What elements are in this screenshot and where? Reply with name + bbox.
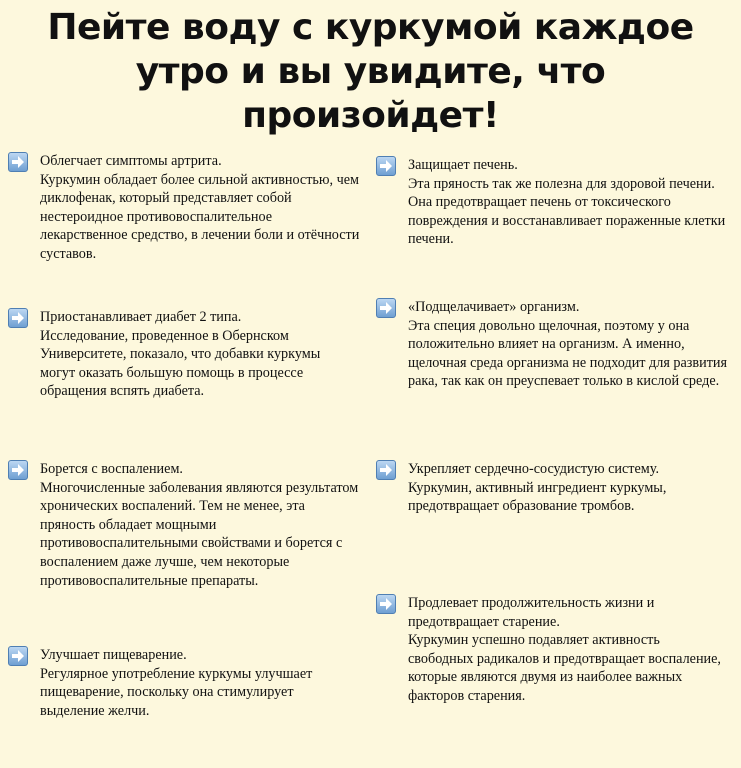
arrow-right-icon — [376, 298, 396, 318]
benefit-heading: «Подщелачивает» организм. — [408, 299, 580, 315]
benefit-heading: Приостанавливает диабет 2 типа. — [40, 309, 242, 325]
arrow-right-icon — [8, 646, 28, 666]
benefit-body: Многочисленные заболевания являются результатом хронических воспалений. Тем не менее, эта пряность обладает мощными противовоспалительными свойствами и борется с воспалением даже лучше, чем некоторые противовоспалительные препараты. — [40, 479, 359, 589]
arrow-right-icon — [376, 460, 396, 480]
arrow-right-icon — [8, 308, 28, 328]
benefit-heading: Укрепляет сердечно-сосудистую систему. — [408, 461, 660, 477]
benefit-heading: Защищает печень. — [408, 157, 518, 173]
benefit-heading: Облегчает симптомы артрита. — [40, 153, 222, 169]
benefit-body: Куркумин обладает более сильной активностью, чем диклофенак, который представляет собой нестероидное противовоспалительное лекарственное средство, в лечении боли и отёчности суставов. — [40, 171, 360, 262]
benefit-heading: Борется с воспалением. — [40, 461, 183, 477]
benefit-body: Регулярное употребление куркумы улучшает пищеварение, поскольку она стимулирует выделение желчи. — [40, 665, 313, 719]
benefit-heading: Продлевает продолжительность жизни и предотвращает старение. — [408, 595, 655, 630]
arrow-right-icon — [8, 152, 28, 172]
benefit-body: Куркумин успешно подавляет активность свободных радикалов и предотвращает воспаление, которые являются двумя из наиболее важных факторов старения. — [408, 632, 721, 704]
benefit-body: Эта пряность так же полезна для здоровой печени. Она предотвращает печень от токсического повреждения и восстанавливает пораженные клетки печени. — [408, 175, 726, 248]
arrow-right-icon — [376, 594, 396, 614]
benefit-body: Эта специя довольно щелочная, поэтому у она положительно влияет на организм. А именно, щелочная среда организма не подходит для развития рака, так как он преуспевает только в кислой среде. — [408, 317, 728, 390]
benefit-heading: Улучшает пищеварение. — [40, 647, 187, 663]
arrow-right-icon — [8, 460, 28, 480]
benefit-body: Исследование, проведенное в Обернском Университете, показало, что добавки куркумы могут оказать большую помощь в процессе обращения вспять диабета. — [40, 327, 321, 400]
arrow-right-icon — [376, 156, 396, 176]
page-title: Пейте воду с куркумой каждое утро и вы увидите, что произойдет! — [47, 7, 694, 136]
benefit-body: Куркумин, активный ингредиент куркумы, предотвращает образование тромбов. — [408, 479, 667, 515]
